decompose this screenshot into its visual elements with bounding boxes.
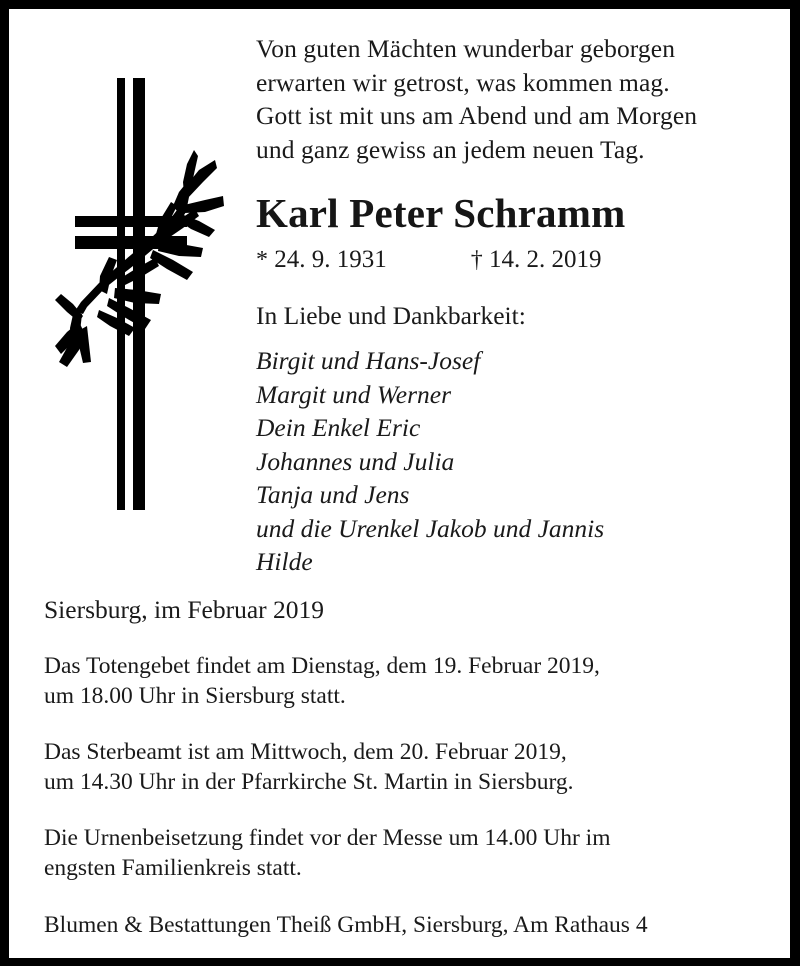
service-line: engsten Familienkreis statt. (44, 855, 302, 881)
birth-date: 24. 9. 1931 (274, 246, 387, 273)
service-requiem (44, 737, 774, 797)
family-member: Margit und Werner (256, 379, 452, 409)
service-line: um 18.00 Uhr in Siersburg statt. (44, 683, 346, 709)
funeral-home-credit: Blumen & Bestattungen Theiß GmbH, Siersburg, Am Rathaus 4 (44, 912, 648, 938)
service-urn-burial (44, 823, 774, 883)
family-member: und die Urenkel Jakob und Jannis (256, 513, 605, 543)
birth-star-symbol: * (256, 247, 268, 273)
family-member: Dein Enkel Eric (256, 413, 421, 442)
verse-line: und ganz gewiss an jedem neuen Tag. (256, 134, 645, 164)
service-line: um 14.30 Uhr in der Pfarrkirche St. Martin in Siersburg. (44, 769, 574, 795)
cross-with-palm-branch-icon (47, 64, 227, 524)
verse-line: erwarten wir getrost, was kommen mag. (256, 67, 670, 97)
place-and-date: Siersburg, im Februar 2019 (44, 595, 325, 624)
family-member: Birgit und Hans-Josef (256, 346, 481, 375)
family-member: Johannes und Julia (256, 446, 455, 476)
death-date: 14. 2. 2019 (489, 246, 602, 273)
service-line: Das Totengebet findet am Dienstag, dem 19. Februar 2019, (44, 653, 600, 679)
lower-text-block (44, 594, 774, 940)
death-cross-symbol: † (470, 247, 483, 273)
life-dates (256, 245, 784, 275)
memorial-verse (256, 32, 784, 166)
birth-date-group (256, 245, 387, 275)
dedication-line: In Liebe und Dankbarkeit: (256, 301, 526, 330)
deceased-name: Karl Peter Schramm (256, 190, 626, 236)
service-line: Die Urnenbeisetzung findet vor der Messe um 14.00 Uhr im (44, 825, 611, 851)
notice-inner-page (9, 9, 790, 958)
verse-line: Gott ist mit uns am Abend und am Morgen (256, 101, 698, 130)
service-prayer (44, 651, 774, 711)
family-member: Tanja und Jens (256, 480, 410, 509)
family-members-list (256, 344, 784, 579)
service-line: Das Sterbeamt ist am Mittwoch, dem 20. Februar 2019, (44, 739, 567, 765)
upper-text-column (256, 32, 784, 579)
verse-line: Von guten Mächten wunderbar geborgen (256, 34, 676, 63)
death-date-group (471, 245, 602, 275)
family-member: Hilde (256, 547, 313, 576)
